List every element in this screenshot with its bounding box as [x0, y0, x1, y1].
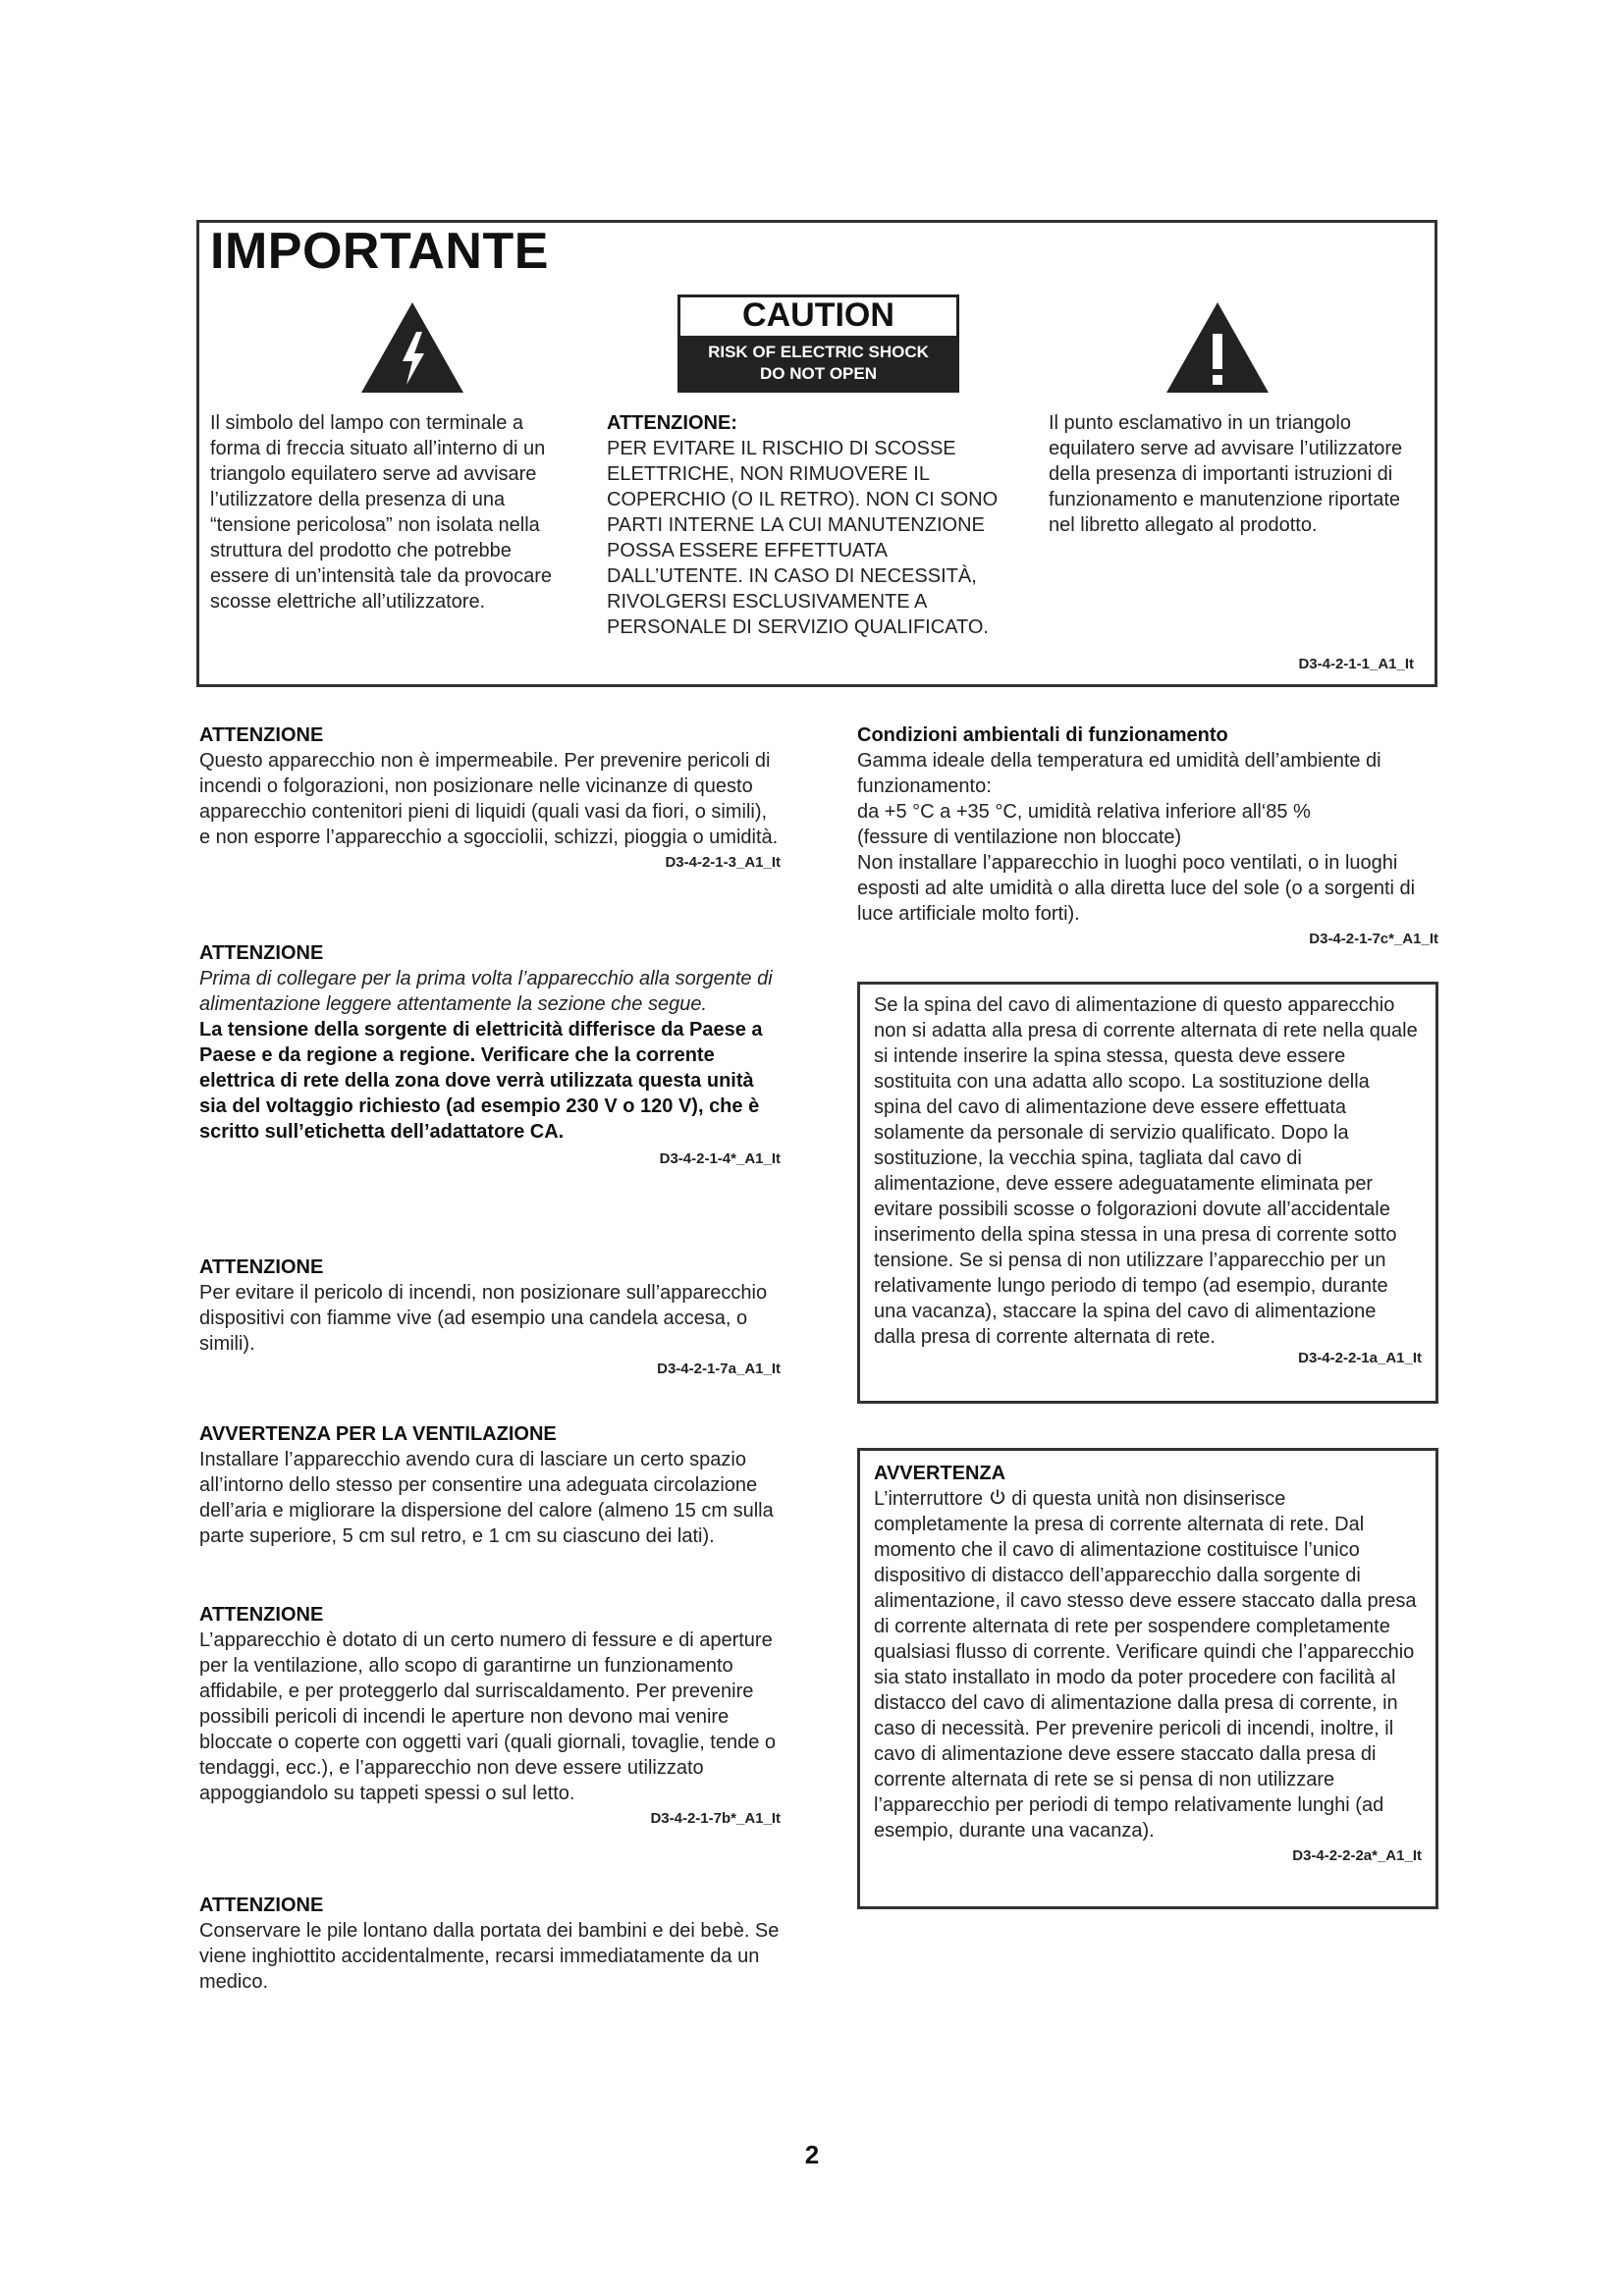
exclamation-warning-icon — [1163, 298, 1272, 397]
section-heading: ATTENZIONE — [199, 942, 324, 964]
plug-text: Se la spina del cavo di alimentazione di questo apparecchio non si adatta alla presa di corrente alternata di rete nella quale si intende inserire la spina stessa, questa deve essere sostituita con una adatta allo scopo. La sostituzione della spina del cavo di alimentazione deve essere effettuata solamente da personale di servizio qualificato. Dopo la sostituzione, la vecchia spina, tagliata dal cavo di alimentazione, deve essere adeguatamente eliminata per evitare possibili scosse o folgorazioni dovute all’accidentale inserimento della spina stessa in una presa di corrente sotto tensione. Se si pensa di non utilizzare l’apparecchio per un relativamente lungo periodo di tempo (ad esempio, durante una vacanza), staccare la spina del cavo di alimentazione dalla presa di corrente alternata di rete. — [874, 994, 1418, 1348]
section-code: D3-4-2-2-2a*_A1_It — [1292, 1847, 1422, 1864]
section-heading: ATTENZIONE — [199, 1604, 324, 1626]
section-code: D3-4-2-1-7c*_A1_It — [1309, 931, 1438, 947]
section-code: D3-4-2-2-1a_A1_It — [1298, 1350, 1422, 1366]
lightning-warning-icon — [357, 298, 467, 397]
power-icon — [989, 1488, 1006, 1506]
env-line-2: da +5 °C a +35 °C, umidità relativa inferiore all‘85 % — [857, 801, 1311, 823]
section-bold-text: La tensione della sorgente di elettricità differisce da Paese a Paese e da regione a regione. Verificare che la corrente elettrica di rete della zona dove verrà utilizzata questa unità sia del voltaggio richiesto (ad esempio 230 V o 120 V), che è scritto sull’etichetta dell’adattatore CA. — [199, 1019, 763, 1143]
section-environment — [857, 722, 1438, 947]
section-ventilation — [199, 1421, 781, 1549]
section-code: D3-4-2-1-7b*_A1_It — [650, 1810, 781, 1827]
important-title: IMPORTANTE — [210, 223, 549, 280]
caution-heading: ATTENZIONE: — [607, 412, 737, 434]
env-line-3: (fessure di ventilazione non bloccate) — [857, 827, 1182, 848]
env-line-4: Non installare l’apparecchio in luoghi poco ventilati, o in luoghi esposti ad alte umidità o alla diretta luce del sole (o a sorgenti di luce artificiale molto forti). — [857, 852, 1416, 925]
power-switch-warning-box — [857, 1448, 1438, 1909]
section-italic-text: Prima di collegare per la prima volta l’apparecchio alla sorgente di alimentazione leggere attentamente la sezione che segue. — [199, 968, 773, 1015]
section-battery-warning — [199, 1893, 781, 1995]
section-text: L’apparecchio è dotato di un certo numero di fessure e di aperture per la ventilazione, allo scopo di garantirne un funzionamento affidabile, e per proteggerlo dal surriscaldamento. Per prevenire possibili pericoli di incendi le aperture non devono mai venire bloccate o coperte con oggetti vari (quali giornali, tovaglie, tende o tendaggi, ecc.), e l’apparecchio non deve essere utilizzato appoggiandolo su tappeti spessi o sul letto. — [199, 1629, 777, 1804]
section-heading: ATTENZIONE — [199, 1895, 324, 1916]
lightning-symbol-explanation: Il simbolo del lampo con terminale a forma di freccia situato all’interno di un triangolo equilatero serve ad avvisare l’utilizzatore della presenza di una “tensione pericolosa” non isolata nella struttura del prodotto che potrebbe essere di un’intensità tale da provocare scosse elettriche all’utilizzatore. — [210, 412, 552, 613]
section-code: D3-4-2-1-7a_A1_It — [657, 1361, 781, 1377]
section-heading: ATTENZIONE — [199, 724, 324, 746]
section-text: Installare l’apparecchio avendo cura di lasciare un certo spazio all’intorno dello stesso per consentire una adeguata circolazione dell’aria e migliorare la dispersione del calore (almeno 15 cm sulla parte superiore, 5 cm sul retro, e 1 cm su ciascuno dei lati). — [199, 1449, 774, 1547]
section-heading: Condizioni ambientali di funzionamento — [857, 724, 1228, 746]
exclamation-symbol-explanation: Il punto esclamativo in un triangolo equilatero serve ad avvisare l’utilizzatore della presenza di importanti istruzioni di funzionamento e manutenzione riportate nel libretto allegato al prodotto. — [1049, 412, 1403, 536]
text-before-icon: L’interruttore — [874, 1488, 989, 1510]
section-flame-warning — [199, 1255, 781, 1377]
section-text: Questo apparecchio non è impermeabile. Per prevenire pericoli di incendi o folgorazioni, non posizionare nelle vicinanze di questo apparecchio contenitori pieni di liquidi (quali vasi da fiori, o simili), e non esporre l’apparecchio a sgocciolii, schizzi, pioggia o umidità. — [199, 750, 779, 848]
env-line-1: Gamma ideale della temperatura ed umidità dell’ambiente di funzionamento: — [857, 750, 1381, 797]
power-switch-text — [874, 1486, 1422, 1843]
section-text: Per evitare il pericolo di incendi, non posizionare sull’apparecchio dispositivi con fiamme vive (ad esempio una candela accesa, o simili). — [199, 1282, 768, 1355]
caution-line-1: RISK OF ELECTRIC SHOCK — [708, 343, 929, 361]
section-water-warning — [199, 722, 781, 871]
important-code: D3-4-2-1-1_A1_It — [1298, 656, 1414, 672]
caution-text: PER EVITARE IL RISCHIO DI SCOSSE ELETTRICHE, NON RIMUOVERE IL COPERCHIO (O IL RETRO). NON CI SONO PARTI INTERNE LA CUI MANUTENZIONE POSSA ESSERE EFFETTUATA DALL’UTENTE. IN CASO DI NECESSITÀ, RIVOLGERSI ESCLUSIVAMENTE A PERSONALE DI SERVIZIO QUALIFICATO. — [607, 438, 999, 638]
section-heading: AVVERTENZA PER LA VENTILAZIONE — [199, 1423, 557, 1445]
section-text: Conservare le pile lontano dalla portata dei bambini e dei bebè. Se viene inghiottito accidentalmente, recarsi immediatamente da un medico. — [199, 1920, 780, 1993]
caution-title: CAUTION — [742, 296, 894, 334]
section-code: D3-4-2-1-4*_A1_It — [659, 1150, 781, 1167]
section-code: D3-4-2-1-3_A1_It — [665, 854, 781, 871]
text-after-icon: di questa unità non disinserisce completamente la presa di corrente alternata di rete. Dal momento che il cavo di alimentazione costituisce l’unico dispositivo di distacco dell’apparecchio dalla sorgente di alimentazione, il cavo stesso deve essere staccato dalla presa di corrente alternata di rete per sospendere completamente qualsiasi flusso di corrente. Verificare quindi che l’apparecchio sia stato installato in modo da poter procedere con facilità al distacco del cavo di alimentazione dalla presa di corrente, in caso di necessità. Per prevenire pericoli di incendi, inoltre, il cavo di alimentazione deve essere staccato dalla presa di corrente alternata di rete se si pensa di non utilizzare l’apparecchio per periodi di tempo relativamente lunghi (ad esempio, durante una vacanza). — [874, 1488, 1417, 1842]
page-number: 2 — [804, 2140, 820, 2169]
section-heading: AVVERTENZA — [874, 1463, 1006, 1484]
section-openings-warning — [199, 1602, 781, 1827]
caution-line-2: DO NOT OPEN — [759, 364, 877, 383]
caution-band — [680, 336, 956, 390]
section-heading: ATTENZIONE — [199, 1256, 324, 1278]
section-voltage-warning — [199, 940, 781, 1167]
plug-replacement-box — [857, 982, 1438, 1404]
